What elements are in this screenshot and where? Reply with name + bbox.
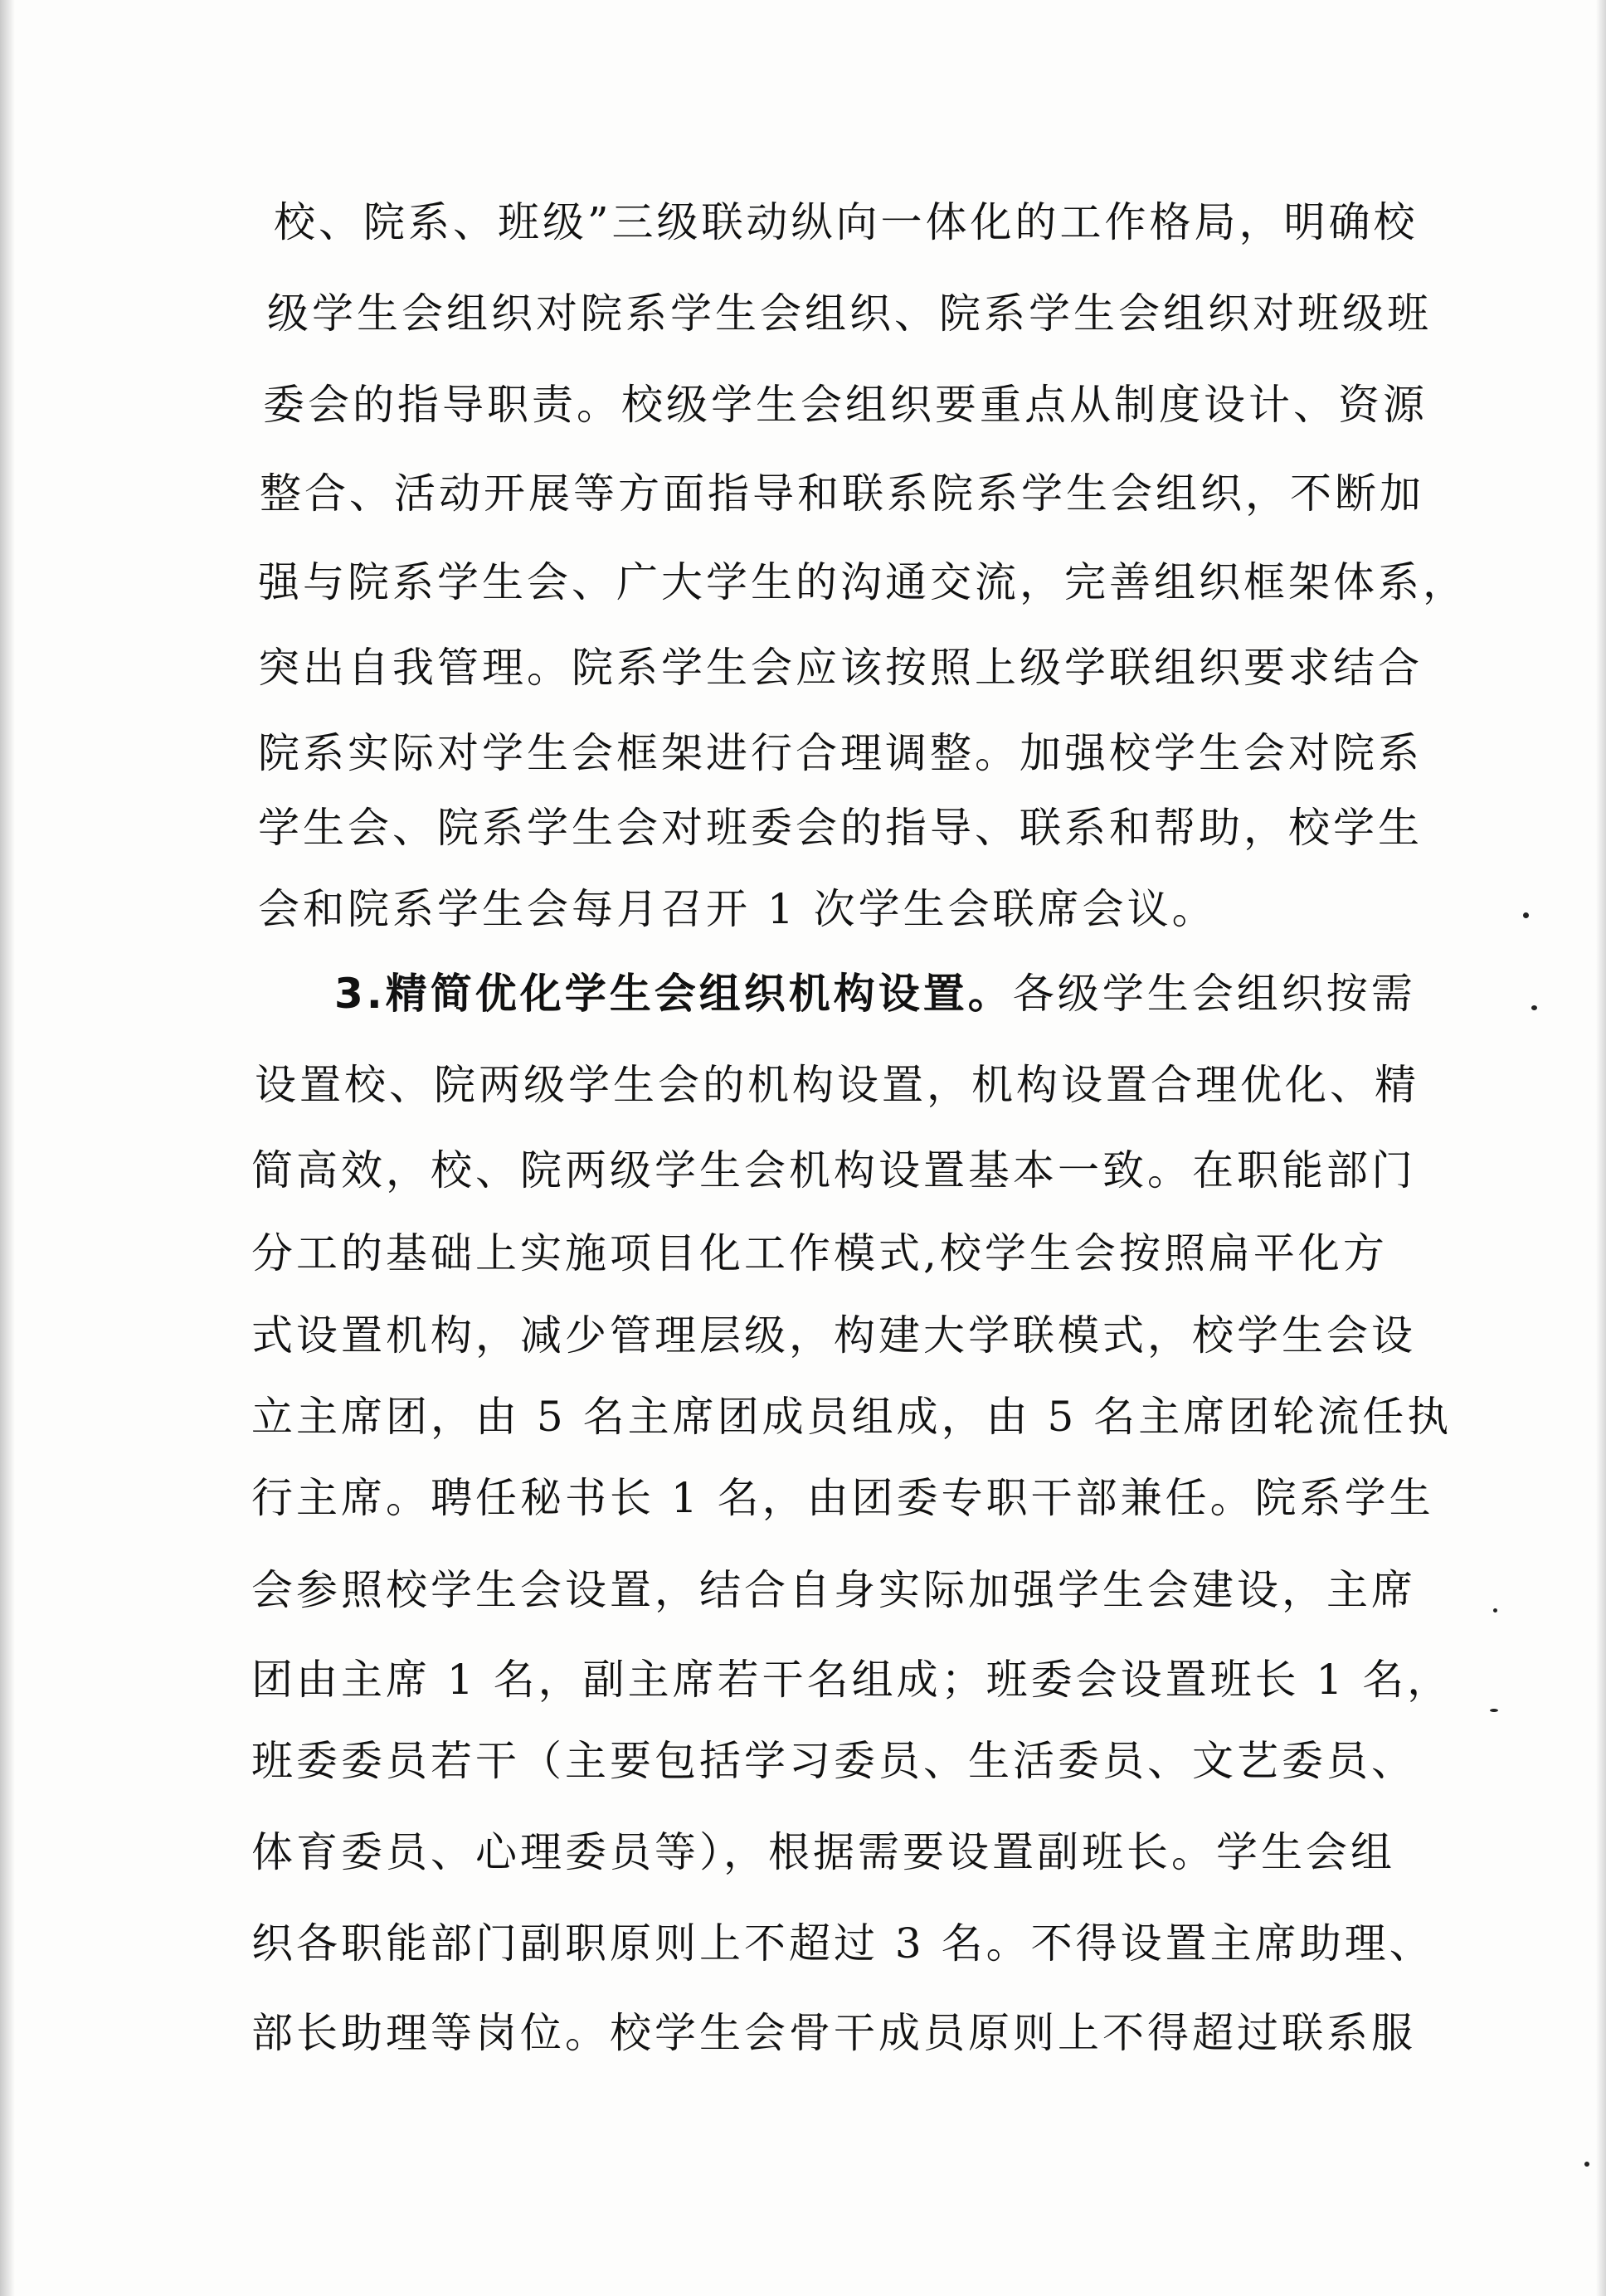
text-line: 体育委员、心理委员等），根据需要设置副班长。学生会组 bbox=[251, 1828, 1395, 1876]
text-line: 设置校、院两级学生会的机构设置，机构设置合理优化、精 bbox=[255, 1061, 1419, 1109]
text-line: 团由主席 1 名，副主席若干名组成；班委会设置班长 1 名， bbox=[251, 1656, 1453, 1704]
text-line: 级学生会组织对院系学生会组织、院系学生会组织对班级班 bbox=[267, 289, 1432, 338]
text-line: 简高效，校、院两级学生会机构设置基本一致。在职能部门 bbox=[251, 1146, 1416, 1194]
text-line: 行主席。聘任秘书长 1 名，由团委专职干部兼任。院系学生 bbox=[251, 1474, 1434, 1522]
scan-speck bbox=[1584, 2162, 1589, 2167]
text-line: 会参照校学生会设置，结合自身实际加强学生会建设，主席 bbox=[251, 1566, 1416, 1614]
section-3-heading: 3.精简优化学生会组织机构设置。 bbox=[334, 970, 1013, 1018]
text-line: 立主席团，由 5 名主席团成员组成，由 5 名主席团轮流任执 bbox=[251, 1393, 1453, 1441]
section-3-heading-tail: 各级学生会组织按需 bbox=[1012, 970, 1416, 1018]
text-line: 强与院系学生会、广大学生的沟通交流，完善组织框架体系， bbox=[258, 558, 1467, 606]
scan-speck bbox=[1531, 1005, 1537, 1010]
text-line: 委会的指导职责。校级学生会组织要重点从制度设计、资源 bbox=[263, 381, 1428, 429]
text-line: 突出自我管理。院系学生会应该按照上级学联组织要求结合 bbox=[258, 644, 1423, 692]
text-line: 分工的基础上实施项目化工作模式,校学生会按照扁平化方 bbox=[251, 1229, 1388, 1277]
scan-speck bbox=[1523, 912, 1529, 918]
text-line: 学生会、院系学生会对班委会的指导、联系和帮助，校学生 bbox=[258, 804, 1423, 852]
scan-speck bbox=[1490, 1709, 1498, 1712]
text-line: 校、院系、班级”三级联动纵向一体化的工作格局，明确校 bbox=[274, 198, 1419, 246]
text-line: 班委委员若干（主要包括学习委员、生活委员、文艺委员、 bbox=[251, 1737, 1416, 1785]
text-line: 整合、活动开展等方面指导和联系院系学生会组织，不断加 bbox=[260, 469, 1424, 518]
text-line: 织各职能部门副职原则上不超过 3 名。不得设置主席助理、 bbox=[251, 1919, 1434, 1968]
text-line: 式设置机构，减少管理层级，构建大学联模式，校学生会设 bbox=[251, 1311, 1416, 1360]
scan-speck bbox=[1493, 1608, 1497, 1613]
text-line: 院系实际对学生会框架进行合理调整。加强校学生会对院系 bbox=[258, 729, 1423, 777]
text-line: 部长助理等岗位。校学生会骨干成员原则上不得超过联系服 bbox=[251, 2009, 1416, 2057]
section-3-heading-line bbox=[334, 969, 1416, 1019]
text-line: 会和院系学生会每月召开 1 次学生会联席会议。 bbox=[258, 885, 1217, 933]
